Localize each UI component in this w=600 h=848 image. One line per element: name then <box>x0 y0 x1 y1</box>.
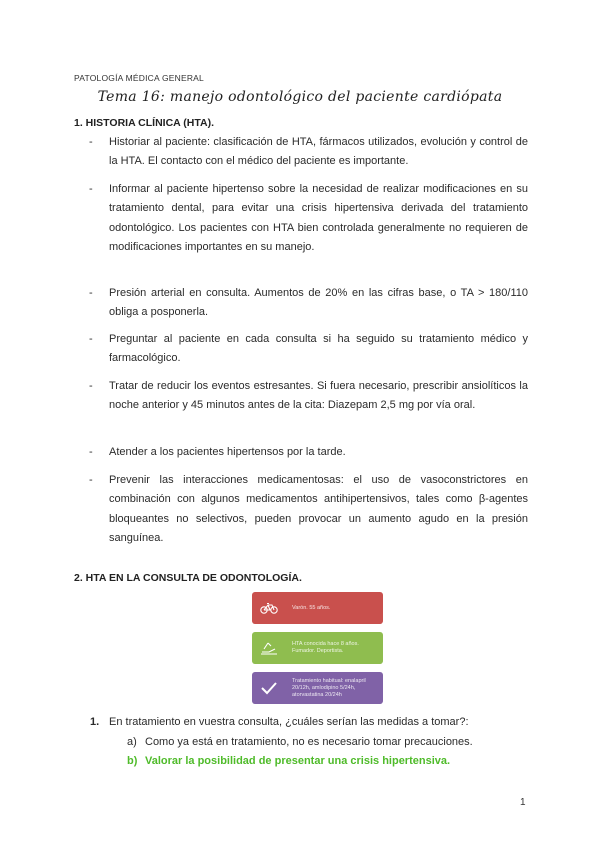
hand-icon <box>260 640 278 656</box>
option-b-letter: b) <box>127 755 138 767</box>
question-text: En tratamiento en vuestra consulta, ¿cuáles serían las medidas a tomar?: <box>109 716 469 728</box>
card-text: Tratamiento habitual: enalapril 20/12h, amlodipino 5/24h, atorvastatina 20/24h <box>292 677 366 698</box>
list-item-text: Tratar de reducir los eventos estresantes. Si fuera necesario, prescribir ansiolíticos la noche anterior y 45 minutos antes de la cita: Diazepam 2,5 mg por vía oral. <box>109 380 528 412</box>
section-2-heading: 2. HTA EN LA CONSULTA DE ODONTOLOGÍA. <box>74 572 302 584</box>
list-item-text: Informar al paciente hipertenso sobre la necesidad de realizar modificaciones en su tratamiento dental, para evitar una crisis hipertensiva derivada del tratamiento odontológico. Los pacientes con HTA bien controlada generalmente no requieren de modificaciones importantes en su manejo. <box>109 183 528 254</box>
info-card-history <box>252 632 383 664</box>
list-item-text: Prevenir las interacciones medicamentosas: el uso de vasoconstrictores en combinación con algunos medicamentos antihipertensivos, tales como β-agentes bloqueantes no selectivos, pueden provocar un aumento agudo en la presión sanguínea. <box>109 474 528 545</box>
card-text: Varón. 55 años. <box>292 604 331 611</box>
section-1-heading: 1. HISTORIA CLÍNICA (HTA). <box>74 117 214 129</box>
option-a-letter: a) <box>127 736 137 748</box>
list-item-text: Historiar al paciente: clasificación de HTA, fármacos utilizados, evolución y control de la HTA. El contacto con el médico del paciente es importante. <box>109 136 528 168</box>
page-number: 1 <box>520 797 526 808</box>
list-item-text: Presión arterial en consulta. Aumentos de 20% en las cifras base, o TA > 180/110 obliga a posponerla. <box>109 287 528 319</box>
list-item-text: Preguntar al paciente en cada consulta si ha seguido su tratamiento médico y farmacológico. <box>109 333 528 365</box>
info-card-patient <box>252 592 383 624</box>
bicycle-icon <box>260 600 278 616</box>
check-icon <box>260 680 278 696</box>
card-text: HTA conocida hace 8 años. Fumador. Deportista. <box>292 641 359 654</box>
question-number: 1. <box>90 716 100 728</box>
page-title: Tema 16: manejo odontológico del paciente cardiópata <box>97 89 503 105</box>
option-b-text: Valorar la posibilidad de presentar una crisis hipertensiva. <box>145 755 451 767</box>
header-label: PATOLOGÍA MÉDICA GENERAL <box>74 73 204 83</box>
option-a-text: Como ya está en tratamiento, no es necesario tomar precauciones. <box>145 736 473 748</box>
info-card-treatment <box>252 672 383 704</box>
list-item-text: Atender a los pacientes hipertensos por la tarde. <box>109 446 346 458</box>
